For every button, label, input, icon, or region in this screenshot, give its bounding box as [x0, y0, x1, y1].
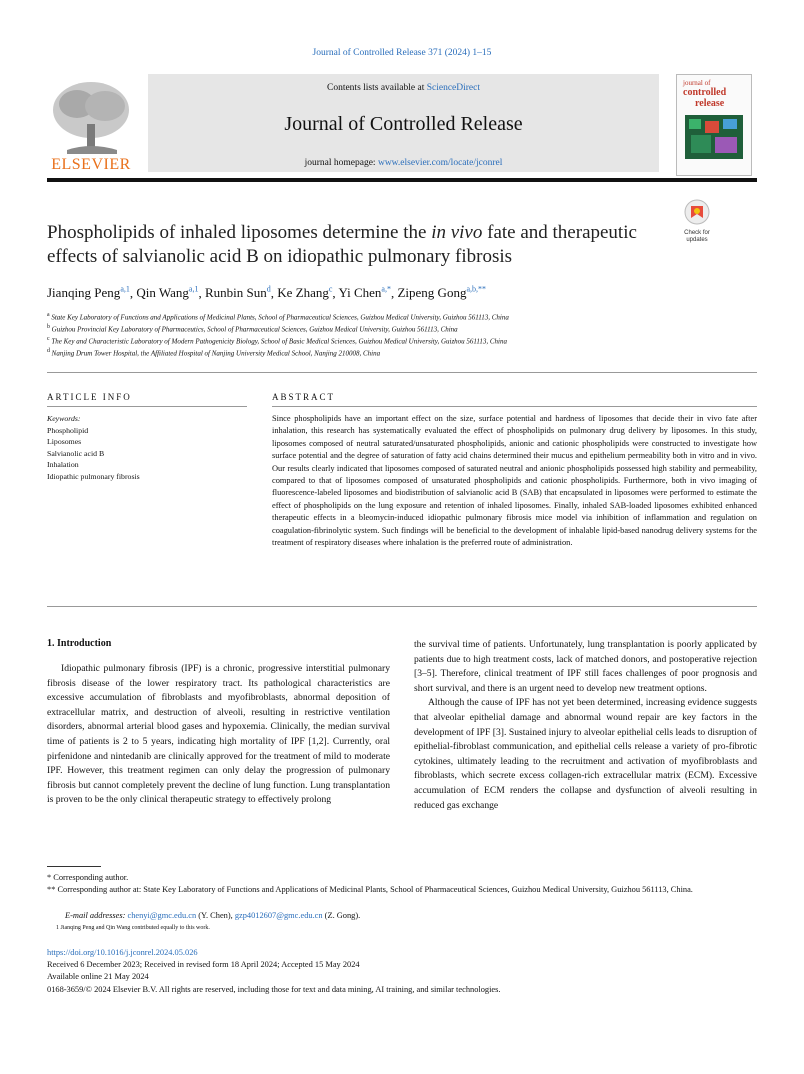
footnote-corresponding: * Corresponding author. — [47, 873, 129, 882]
body-paragraph: Although the cause of IPF has not yet been determined, increasing evidence suggests that alveolar epithelial damage and abnormal wound repair are key factors in the development of IPF [3]. Sustained injury to alveolar epithelial cells leads to disruption of epithelial-fibroblast communication, and epithelial cells release a variety of pro-fibrotic cytokines, ultimately leading to the recruitment and activation of myofibroblasts and fibroblasts, which secrete excess collagen-rich extracellular matrix (ECM). Excessive accumulation of ECM renders the collapse and dysfunction of alveoli resulting in reduced gas exchange — [414, 697, 757, 811]
copyright: 0168-3659/© 2024 Elsevier B.V. All rights are reserved, including those for text and data mining, AI training, and similar technologies. — [47, 984, 501, 994]
journal-citation-line[interactable]: Journal of Controlled Release 371 (2024) 1–15 — [312, 48, 492, 58]
keyword: Salvianolic acid B — [47, 448, 105, 458]
journal-cover-thumbnail[interactable] — [676, 74, 752, 176]
abstract-text: Since phospholipids have an important effect on the size, surface potential and hardness of liposomes that decide their in vivo fate after inhalation, this research has systematically evaluated the effect of phospholipids on pulmonary drug delivery by liposomes. In this study, liposomes composed of neutral saturated/unsaturated phospholipids, anionic and cationic phospholipids were constructed to investigate how surface potential and the degree of saturation of fatty acid chains determined their mucus and epithelium permeability both in vitro and in vivo. Our results clearly indicated that liposomes composed of saturated neutral and anionic phospholipids possessed high stability and permeability, compared to that of liposomes composed of unsaturated phospholipids and cationic phospholipids. Furthermore, both in vivo imaging of fluorescence-labeled liposomes and biodistribution of salvianolic acid B (SAB) that encapsulated in liposomes were performed to estimate the effect of phospholipids on the lung exposure and retention of inhaled liposomes. Finally, inhaled SAB-loaded liposomes exhibited enhanced therapeutic effects in a bleomycin-induced idiopathic pulmonary fibrosis mice model via inhibition of inflammation and regulation on coagulation-fibrinolytic system. Such findings will be beneficial to the development of inhalable lipid-based nanodrug delivery systems for the treatment of respiratory diseases where inhalation is the preferred route of administration. — [272, 414, 757, 548]
journal-title: Journal of Controlled Release — [284, 113, 523, 135]
received-dates: Received 6 December 2023; Received in revised form 18 April 2024; Accepted 15 May 2024 — [47, 960, 360, 970]
author[interactable]: Yi Chen$^{a,*}$ — [338, 285, 391, 301]
check-updates-line1: Check for — [684, 230, 710, 236]
body-paragraph: the survival time of patients. Unfortunately, lung transplantation is poorly applicated by patients due to high treatment costs, lack of matched donors, and postoperative rejection [3–5]. Therefore, clinical treatment of IPF still faces challenges of poor prognosis and short survival, and there is an urgent need to develop new treatment options. — [414, 639, 757, 694]
info-rule — [47, 406, 247, 407]
cover-image-icon — [685, 115, 743, 159]
footnote-corresponding-2: ** Corresponding author at: State Key Laboratory of Functions and Applications of Medicinal Plants, School of Pharmaceutical Sciences, Guizhou Medical University, Guizhou 561113, China. — [47, 885, 693, 894]
title-italic: in vivo — [431, 222, 483, 243]
contents-line — [148, 83, 659, 93]
title-part-2: fate and therapeutic effects of salvianolic acid B on idiopathic pulmonary fibrosis — [47, 222, 637, 267]
author[interactable]: Runbin Sun$^d$ — [204, 285, 271, 301]
keywords-label: Keywords: — [47, 414, 81, 423]
elsevier-logo — [47, 76, 135, 176]
check-updates-icon — [676, 199, 718, 225]
cover-title-line2: controlled — [683, 87, 727, 98]
keyword: Liposomes — [47, 437, 82, 446]
affiliation: $^d$ Nanjing Drum Tower Hospital, the Affiliated Hospital of Nanjing University Medical School, Nanjing 210008, China — [47, 348, 381, 358]
sciencedirect-link[interactable]: ScienceDirect — [426, 83, 480, 93]
doi-link[interactable]: https://doi.org/10.1016/j.jconrel.2024.05.026 — [47, 948, 198, 957]
affiliation: $^b$ Guizhou Provincial Key Laboratory of Pharmaceutics, School of Pharmaceutical Sciences, Guizhou Medical University, Guizhou 561113, China — [47, 324, 458, 334]
author[interactable]: Jianqing Peng$^{a,1}$ — [47, 285, 130, 301]
article-info-heading: ARTICLE INFO — [47, 392, 132, 402]
keyword: Idiopathic pulmonary fibrosis — [47, 471, 140, 481]
check-for-updates-badge[interactable] — [676, 199, 718, 243]
email-link[interactable]: gzp4012607@gmc.edu.cn — [234, 911, 323, 920]
cover-title-line1: journal of — [683, 79, 711, 87]
keyword: Inhalation — [47, 460, 79, 469]
abstract-rule — [272, 406, 757, 407]
body-paragraph: Idiopathic pulmonary fibrosis (IPF) is a chronic, progressive interstitial pulmonary fibrosis disease of the lower respiratory tract. Its pathological characteristics are excessive accumulation of fibroblasts and myofibroblasts, abnormal deposition of extracellular matrix, and destruction of alveoli, resulting in restrictive ventilation disorders, abnormal arterial blood gases and hypoxemia. Clinically, the median survival time of patients is 2 to 5 years, indicating high mortality of IPF [1,2]. Currently, oral pirfenidone and nintedanib are clinically approved for the treatment of mild to moderate IPF. However, this treatment regimen can only delay the progression of pulmonary fibrosis but cannot completely prevent the decline of lung function. Lung transplantation is proven to be the only clinical therapeutic strategy to effectively prolong — [47, 663, 390, 806]
abstract-bottom-divider — [47, 606, 757, 607]
publisher-name: ELSEVIER — [51, 156, 131, 173]
body-column-right — [414, 638, 757, 813]
affiliation: $^a$ State Key Laboratory of Functions and Applications of Medicinal Plants, School of Pharmaceutical Sciences, Guizhou Medical University, Guizhou 561113, China — [47, 312, 509, 322]
author-list: Jianqing Peng$^{a,1}$, Qin Wang$^{a,1}$, Runbin Sun$^d$, Ke Zhang$^c$, Yi Chen$^{a,*}$, Zipeng Gong$^{a,b,**}$ — [47, 285, 487, 301]
keyword: Phospholipid — [47, 425, 89, 435]
footnote-emails: E-mail addresses: chenyi@gmc.edu.cn (Y. Chen), gzp4012607@gmc.edu.cn (Z. Gong). — [65, 911, 361, 920]
author[interactable]: Zipeng Gong$^{a,b,**}$ — [397, 285, 487, 301]
contents-prefix: Contents lists available at — [326, 83, 427, 93]
available-online: Available online 21 May 2024 — [47, 972, 149, 982]
section-heading-introduction: 1. Introduction — [47, 638, 112, 649]
abstract-heading: ABSTRACT — [272, 392, 336, 402]
footnote-divider — [47, 866, 101, 867]
article-title — [47, 221, 667, 269]
homepage-link[interactable]: www.elsevier.com/locate/jconrel — [377, 158, 503, 168]
body-column-left — [47, 662, 390, 808]
header-divider — [47, 178, 757, 182]
footnote-equal-contribution: 1 Jianqing Peng and Qin Wang contributed equally to this work. — [56, 925, 210, 931]
publication-metadata — [47, 947, 757, 996]
cover-title-line3: release — [695, 98, 725, 109]
email-link[interactable]: chenyi@gmc.edu.cn — [127, 911, 197, 920]
author[interactable]: Qin Wang$^{a,1}$ — [136, 285, 199, 301]
author[interactable]: Ke Zhang$^c$ — [277, 285, 333, 301]
keywords-block — [47, 413, 247, 482]
title-part-1: Phospholipids of inhaled liposomes determine the — [47, 222, 432, 243]
check-updates-line2: updates — [686, 237, 708, 243]
affiliation: $^c$ The Key and Characteristic Laboratory of Modern Pathogenicity Biology, School of Basic Medical Sciences, Guizhou Medical University, Guizhou 561113, China — [47, 336, 507, 346]
homepage-line — [148, 158, 659, 168]
homepage-prefix: journal homepage: — [304, 158, 378, 168]
affiliation-divider — [47, 372, 757, 373]
